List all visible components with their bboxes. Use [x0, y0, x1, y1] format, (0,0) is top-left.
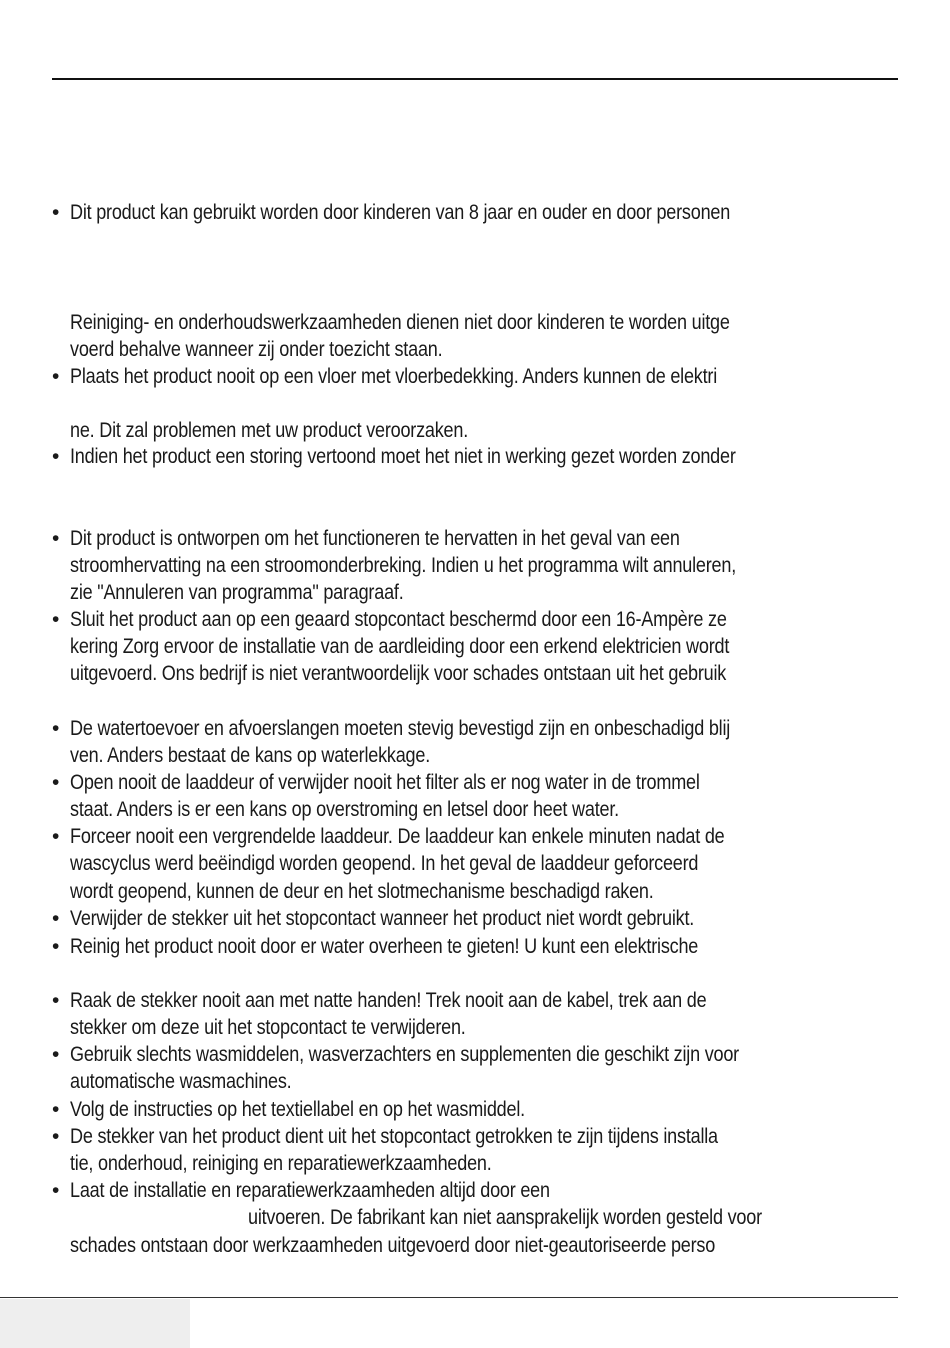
- text-line: wordt geopend, kunnen de deur en het slotmechanisme beschadigd raken.: [70, 880, 654, 903]
- bullet-marker: •: [52, 608, 60, 631]
- bullet-marker: •: [52, 1125, 60, 1148]
- text-line: staat. Anders is er een kans op overstroming en letsel door heet water.: [70, 798, 619, 821]
- text-line: ven. Anders bestaat de kans op waterlekkage.: [70, 744, 431, 767]
- bullet-marker: •: [52, 365, 60, 388]
- text-line: Indien het product een storing vertoond moet het niet in werking gezet worden zonder: [70, 445, 736, 468]
- text-line: Laat de installatie en reparatiewerkzaamheden altijd door een: [70, 1179, 550, 1202]
- text-line: Open nooit de laaddeur of verwijder nooit het filter als er nog water in de trommel: [70, 771, 700, 794]
- text-line: Forceer nooit een vergrendelde laaddeur. De laaddeur kan enkele minuten nadat de: [70, 825, 725, 848]
- text-line: Plaats het product nooit op een vloer met vloerbedekking. Anders kunnen de elektri: [70, 365, 718, 388]
- text-line: tie, onderhoud, reiniging en reparatiewerkzaamheden.: [70, 1152, 492, 1175]
- text-line: schades ontstaan door werkzaamheden uitgevoerd door niet-geautoriseerde perso: [70, 1234, 716, 1257]
- text-line: Reinig het product nooit door er water overheen te gieten! U kunt een elektrische: [70, 935, 699, 958]
- text-line: kering Zorg ervoor de installatie van de aardleiding door een erkend elektricien wordt: [70, 635, 730, 658]
- bullet-marker: •: [52, 717, 60, 740]
- bullet-marker: •: [52, 989, 60, 1012]
- text-line: stroomhervatting na een stroomonderbreking. Indien u het programma wilt annuleren,: [70, 554, 737, 577]
- text-line: Volg de instructies op het textiellabel en op het wasmiddel.: [70, 1098, 525, 1121]
- text-line: Dit product is ontworpen om het functioneren te hervatten in het geval van een: [70, 527, 680, 550]
- top-rule: [52, 78, 898, 80]
- bullet-marker: •: [52, 1179, 60, 1202]
- text-line: Verwijder de stekker uit het stopcontact wanneer het product niet wordt gebruikt.: [70, 907, 695, 930]
- text-line: Reiniging- en onderhoudswerkzaamheden dienen niet door kinderen te worden uitge: [70, 311, 730, 334]
- bullet-marker: •: [52, 445, 60, 468]
- text-line: De stekker van het product dient uit het stopcontact getrokken te zijn tijdens installa: [70, 1125, 718, 1148]
- text-line: voerd behalve wanneer zij onder toezicht staan.: [70, 338, 443, 361]
- text-line: Dit product kan gebruikt worden door kinderen van 8 jaar en ouder en door personen: [70, 201, 731, 224]
- bullet-marker: •: [52, 1043, 60, 1066]
- text-line: Raak de stekker nooit aan met natte handen! Trek nooit aan de kabel, trek aan de: [70, 989, 707, 1012]
- bottom-rule: [0, 1297, 898, 1298]
- text-line: Gebruik slechts wasmiddelen, wasverzachters en supplementen die geschikt zijn voor: [70, 1043, 739, 1066]
- text-line: wascyclus werd beëindigd worden geopend. In het geval de laaddeur geforceerd: [70, 852, 699, 875]
- text-line: zie "Annuleren van programma" paragraaf.: [70, 581, 404, 604]
- text-line: uitvoeren. De fabrikant kan niet aansprakelijk worden gesteld voor: [248, 1206, 762, 1229]
- bullet-marker: •: [52, 771, 60, 794]
- text-line: uitgevoerd. Ons bedrijf is niet verantwoordelijk voor schades ontstaan uit het gebruik: [70, 662, 727, 685]
- text-line: automatische wasmachines.: [70, 1070, 292, 1093]
- text-line: stekker om deze uit het stopcontact te verwijderen.: [70, 1016, 466, 1039]
- bullet-marker: •: [52, 527, 60, 550]
- bullet-marker: •: [52, 825, 60, 848]
- bullet-marker: •: [52, 935, 60, 958]
- text-line: Sluit het product aan op een geaard stopcontact beschermd door een 16-Ampère ze: [70, 608, 727, 631]
- bullet-marker: •: [52, 907, 60, 930]
- footer-block: [0, 1299, 190, 1348]
- text-line: De watertoevoer en afvoerslangen moeten stevig bevestigd zijn en onbeschadigd blij: [70, 717, 731, 740]
- text-line: ne. Dit zal problemen met uw product veroorzaken.: [70, 419, 469, 442]
- bullet-marker: •: [52, 201, 60, 224]
- bullet-marker: •: [52, 1098, 60, 1121]
